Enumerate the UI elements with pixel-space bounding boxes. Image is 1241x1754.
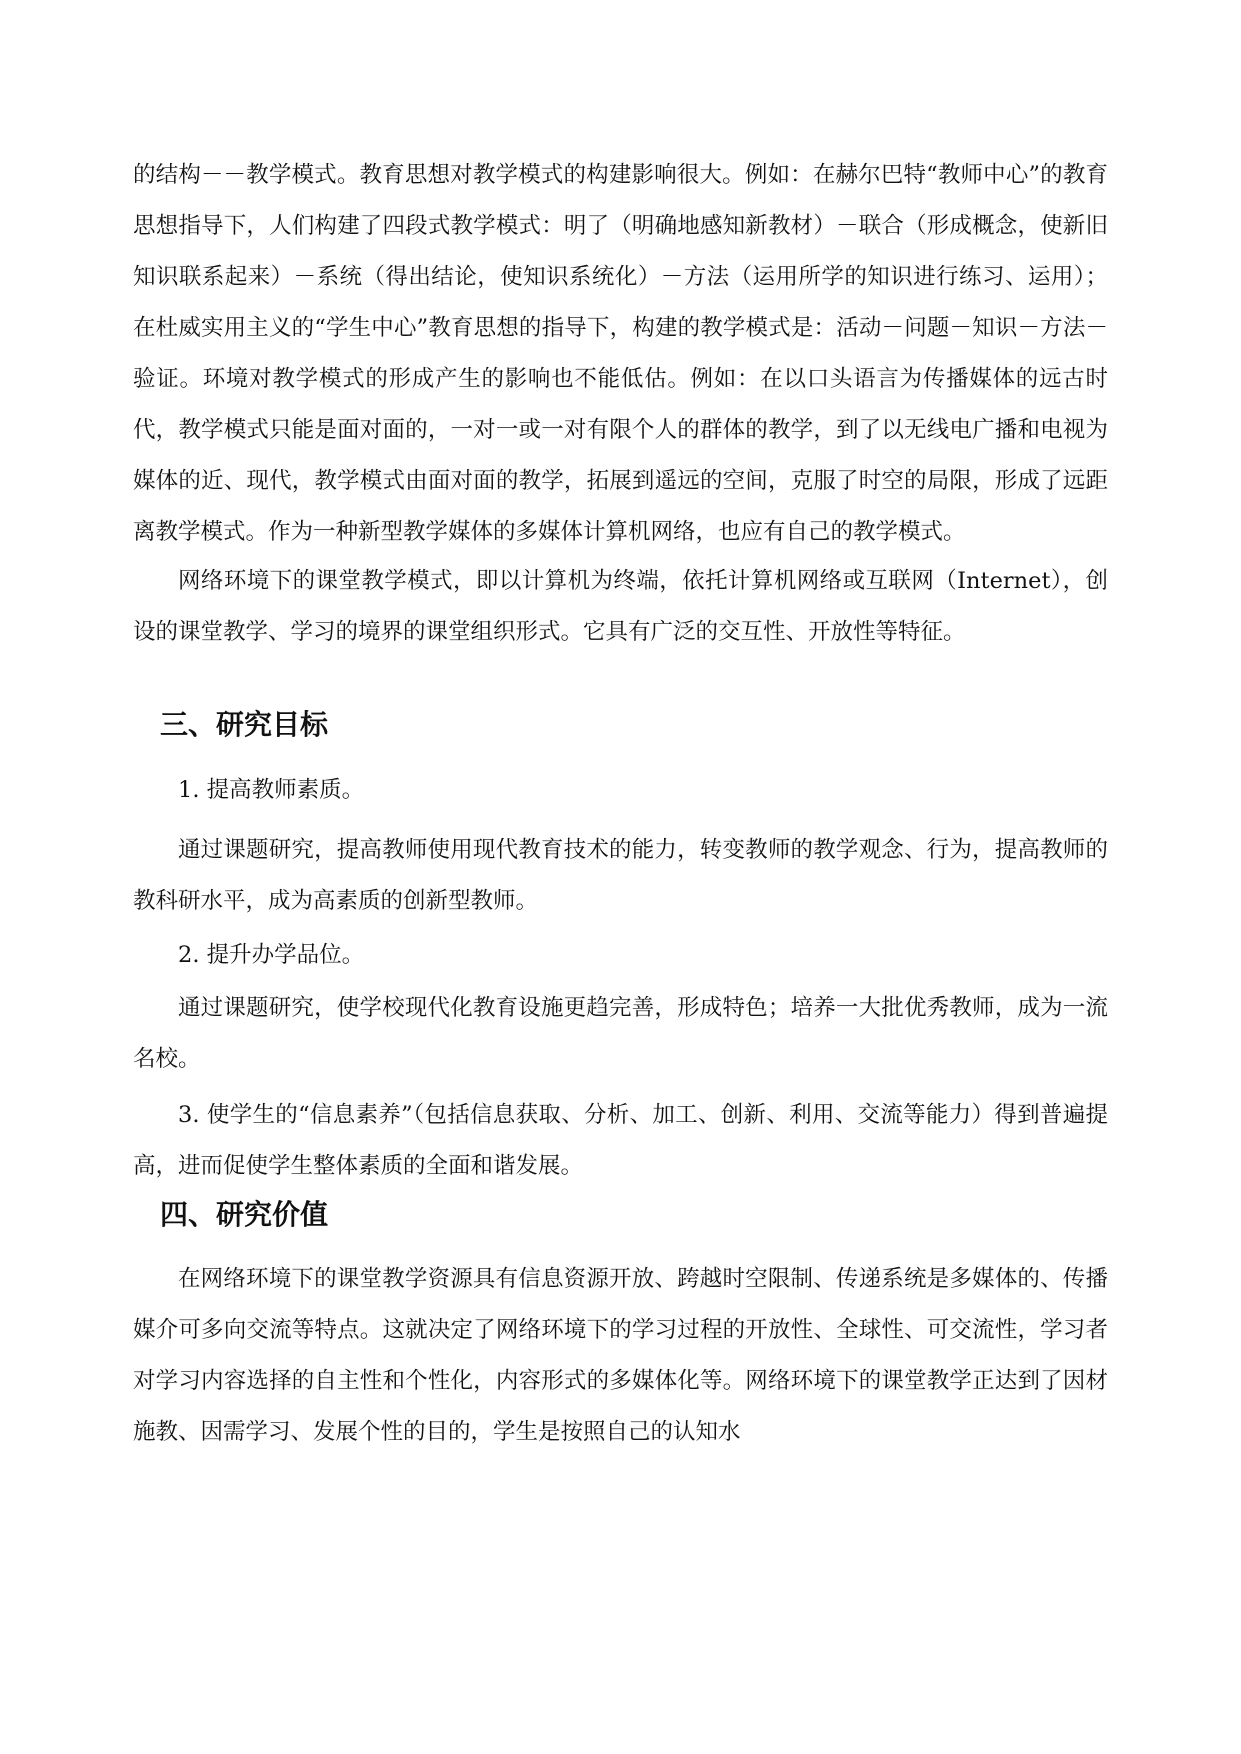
section-heading-research-goals: 三、研究目标: [160, 708, 329, 741]
paragraph-research-value: 在网络环境下的课堂教学资源具有信息资源开放、跨越时空限制、传递系统是多媒体的、传播媒介可多向交流等特点。这就决定了网络环境下的学习过程的开放性、全球性、可交流性，学习者对学习内容选择的自主性和个性化，内容形式的多媒体化等。网络环境下的课堂教学正达到了因材施教、因需学习、发展个性的目的，学生是按照自己的认知水: [133, 1266, 1108, 1445]
goal-item-1-body: 通过课题研究，提高教师使用现代教育技术的能力，转变教师的教学观念、行为，提高教师的教科研水平，成为高素质的创新型教师。: [133, 837, 1108, 914]
goal-item-1-title: 1. 提高教师素质。: [178, 777, 365, 803]
paragraph-network-classroom: 网络环境下的课堂教学模式，即以计算机为终端，依托计算机网络或互联网（Internet），创设的课堂教学、学习的境界的课堂组织形式。它具有广泛的交互性、开放性等特征。: [133, 568, 1108, 645]
paragraph-teaching-model: 的结构－－教学模式。教育思想对教学模式的构建影响很大。例如：在赫尔巴特“教师中心”的教育思想指导下，人们构建了四段式教学模式：明了（明确地感知新教材）－联合（形成概念，使新旧知识联系起来）－系统（得出结论，使知识系统化）－方法（运用所学的知识进行练习、运用）；在杜威实用主义的“学生中心”教育思想的指导下，构建的教学模式是：活动－问题－知识－方法－验证。环境对教学模式的形成产生的影响也不能低估。例如：在以口头语言为传播媒体的远古时代，教学模式只能是面对面的，一对一或一对有限个人的群体的教学，到了以无线电广播和电视为媒体的近、现代，教学模式由面对面的教学，拓展到遥远的空间，克服了时空的局限，形成了远距离教学模式。作为一种新型教学媒体的多媒体计算机网络，也应有自己的教学模式。: [133, 162, 1108, 545]
goal-item-2-body: 通过课题研究，使学校现代化教育设施更趋完善，形成特色；培养一大批优秀教师，成为一流名校。: [133, 995, 1108, 1072]
goal-item-2-title: 2. 提升办学品位。: [178, 942, 365, 968]
goal-item-3: 3. 使学生的“信息素养”（包括信息获取、分析、加工、创新、利用、交流等能力）得到普遍提高，进而促使学生整体素质的全面和谐发展。: [133, 1102, 1108, 1179]
section-heading-research-value: 四、研究价值: [160, 1198, 329, 1231]
